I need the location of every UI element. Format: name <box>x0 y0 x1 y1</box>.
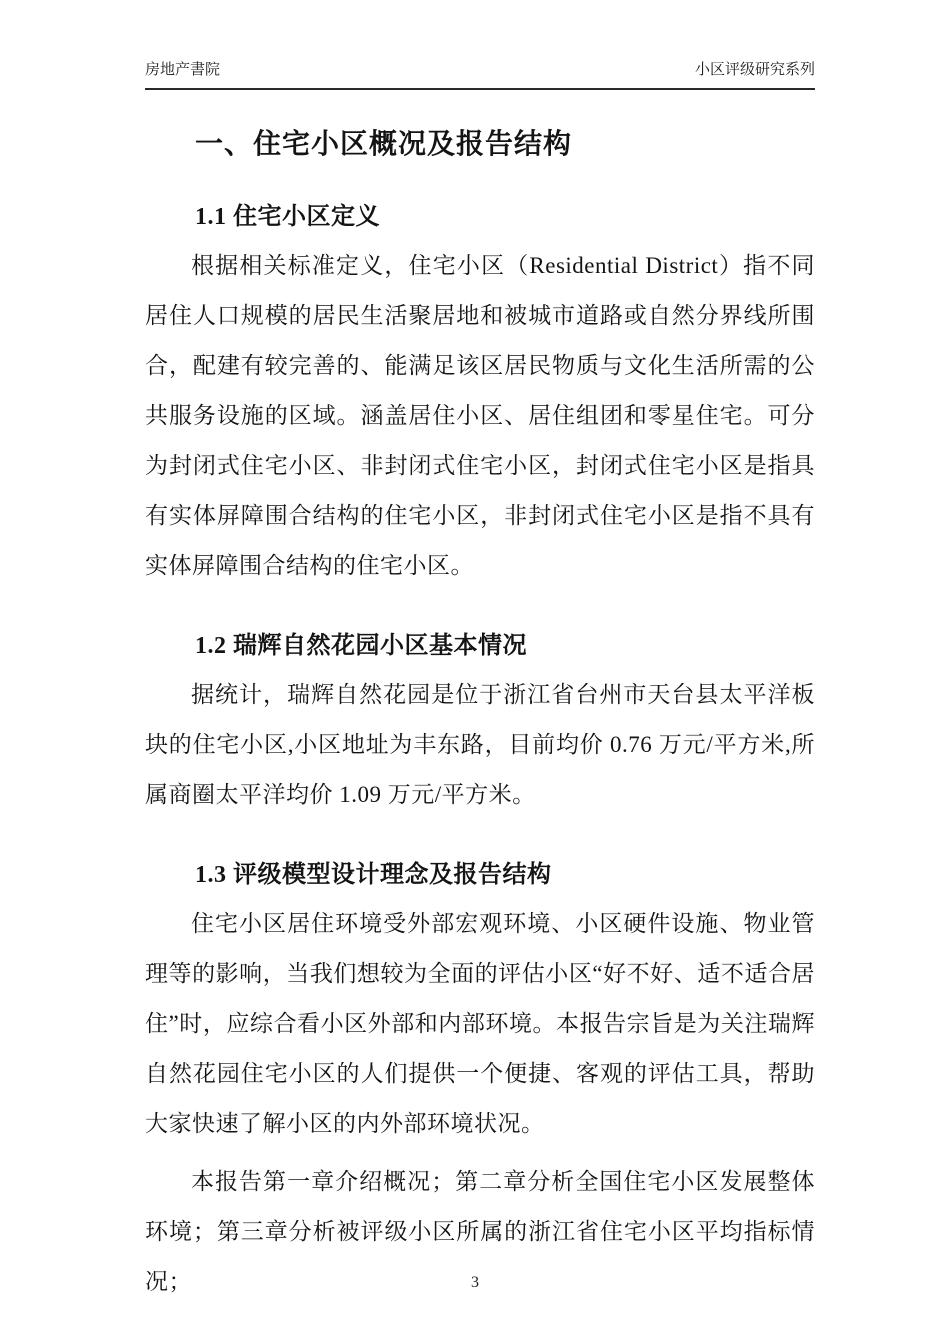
header-left-text: 房地产書院 <box>145 61 221 78</box>
section-basic-info <box>145 625 815 820</box>
header-divider <box>145 88 815 90</box>
section-heading-1-3: 1.3 评级模型设计理念及报告结构 <box>195 862 552 888</box>
section-model-design <box>145 854 815 1307</box>
page-header <box>145 58 815 88</box>
paragraph: 本报告第一章介绍概况；第二章分析全国住宅小区发展整体环境；第三章分析被评级小区所属的浙江省住宅小区平均指标情况； <box>145 1169 815 1294</box>
page-footer <box>0 1274 950 1292</box>
section-heading-1-2: 1.2 瑞辉自然花园小区基本情况 <box>195 633 527 659</box>
page-number: 3 <box>471 1274 479 1291</box>
chapter-title: 一、住宅小区概况及报告结构 <box>195 129 573 160</box>
paragraph: 根据相关标准定义，住宅小区（Residential District）指不同居住人口规模的居民生活聚居地和被城市道路或自然分界线所围合，配建有较完善的、能满足该区居民物质与文化生活所需的公共服务设施的区域。涵盖居住小区、居住组团和零星住宅。可分为封闭式住宅小区、非封闭式住宅小区，封闭式住宅小区是指具有实体屏障围合结构的住宅小区，非封闭式住宅小区是指不具有实体屏障围合结构的住宅小区。 <box>145 253 815 578</box>
paragraph: 据统计，瑞辉自然花园是位于浙江省台州市天台县太平洋板块的住宅小区,小区地址为丰东路，目前均价 0.76 万元/平方米,所属商圈太平洋均价 1.09 万元/平方米。 <box>145 682 815 807</box>
header-right-text: 小区评级研究系列 <box>694 61 815 78</box>
section-heading-1-1: 1.1 住宅小区定义 <box>195 204 380 230</box>
document-body <box>145 122 815 1307</box>
section-definition <box>145 196 815 591</box>
paragraph: 住宅小区居住环境受外部宏观环境、小区硬件设施、物业管理等的影响，当我们想较为全面的评估小区“好不好、适不适合居住”时，应综合看小区外部和内部环境。本报告宗旨是为关注瑞辉自然花园住宅小区的人们提供一个便捷、客观的评估工具，帮助大家快速了解小区的内外部环境状况。 <box>145 911 815 1136</box>
